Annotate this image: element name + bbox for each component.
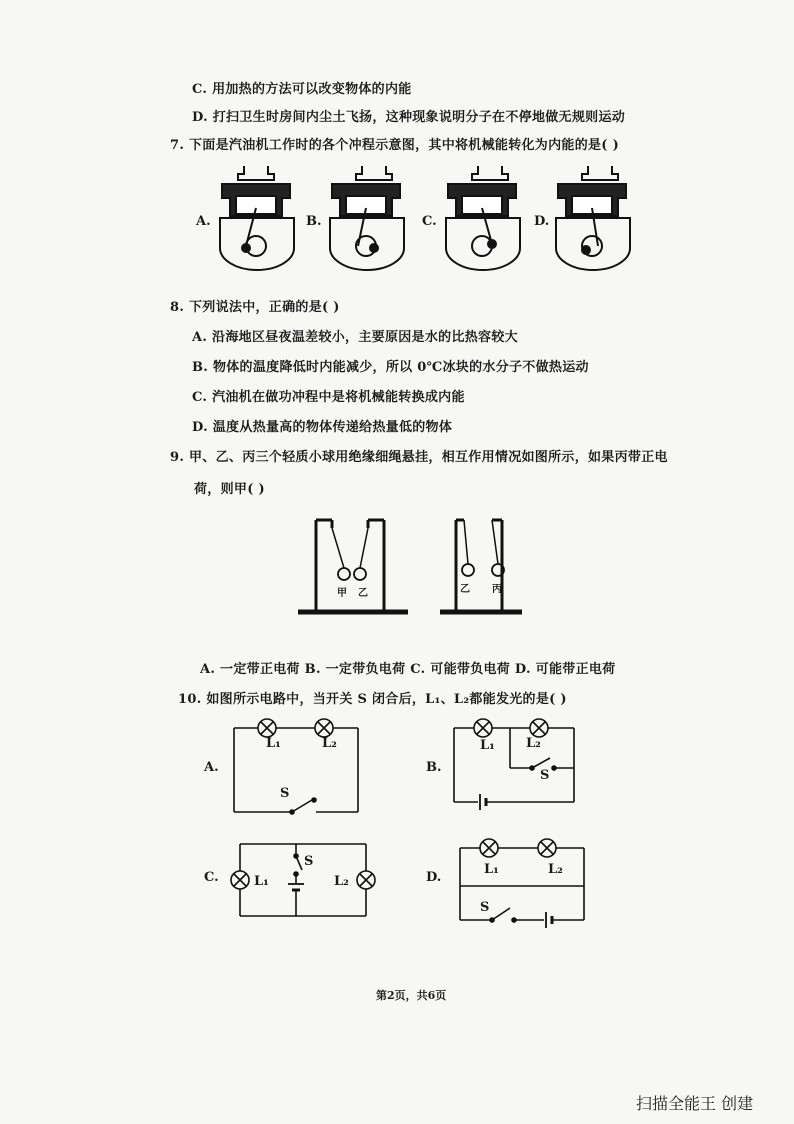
circuit-b-lamp1: L₁ bbox=[480, 738, 495, 753]
circuit-a bbox=[230, 714, 364, 818]
circuit-d-lamp1: L₁ bbox=[484, 862, 499, 877]
q9-stem-line2: 荷，则甲( ) bbox=[194, 482, 265, 497]
circuit-c-lamp2: L₂ bbox=[334, 874, 349, 889]
q10-stem: 10. 如图所示电路中，当开关 S 闭合后，L₁、L₂都能发光的是( ) bbox=[178, 692, 567, 707]
q9-stand-right bbox=[436, 512, 526, 618]
circuit-a-lamp1: L₁ bbox=[266, 736, 281, 751]
circuit-d-label: D. bbox=[426, 870, 442, 885]
ball-label-jia: 甲 bbox=[337, 588, 347, 599]
q6-option-c: C. 用加热的方法可以改变物体的内能 bbox=[192, 82, 412, 97]
scanner-watermark: 扫描全能王 创建 bbox=[636, 1094, 754, 1113]
q8-option-a: A. 沿海地区昼夜温差较小，主要原因是水的比热容较大 bbox=[192, 330, 518, 345]
q8-option-d: D. 温度从热量高的物体传递给热量低的物体 bbox=[192, 420, 453, 435]
q9-stand-left bbox=[298, 512, 410, 618]
circuit-a-label: A. bbox=[204, 760, 219, 775]
q9-options: A. 一定带正电荷 B. 一定带负电荷 C. 可能带负电荷 D. 可能带正电荷 bbox=[200, 662, 616, 677]
circuit-d-lamp2: L₂ bbox=[548, 862, 563, 877]
circuit-d bbox=[456, 836, 590, 926]
circuit-b-switch: S bbox=[540, 768, 550, 783]
circuit-b-lamp2: L₂ bbox=[526, 736, 541, 751]
q8-option-b: B. 物体的温度降低时内能减少，所以 0℃冰块的水分子不做热运动 bbox=[192, 360, 589, 375]
ball-label-yi-right: 乙 bbox=[460, 584, 470, 595]
q7-label-b: B. bbox=[306, 214, 322, 229]
circuit-c-switch: S bbox=[304, 854, 314, 869]
engine-diagram-c bbox=[438, 162, 528, 272]
engine-diagram-d bbox=[548, 162, 638, 272]
engine-diagram-a bbox=[212, 162, 302, 272]
q7-label-c: C. bbox=[422, 214, 437, 229]
q7-label-a: A. bbox=[196, 214, 211, 229]
circuit-a-lamp2: L₂ bbox=[322, 736, 337, 751]
circuit-c-label: C. bbox=[204, 870, 219, 885]
circuit-b bbox=[450, 714, 580, 808]
circuit-a-switch: S bbox=[280, 786, 290, 801]
ball-label-yi-left: 乙 bbox=[358, 588, 368, 599]
q8-stem: 8. 下列说法中，正确的是( ) bbox=[170, 300, 340, 315]
q9-stem-line1: 9. 甲、乙、丙三个轻质小球用绝缘细绳悬挂，相互作用情况如图所示，如果丙带正电 bbox=[170, 450, 668, 465]
circuit-c bbox=[226, 838, 380, 922]
circuit-b-label: B. bbox=[426, 760, 442, 775]
ball-label-bing: 丙 bbox=[492, 584, 502, 595]
engine-diagram-b bbox=[322, 162, 412, 272]
q7-label-d: D. bbox=[534, 214, 550, 229]
q7-stem: 7. 下面是汽油机工作时的各个冲程示意图，其中将机械能转化为内能的是( ) bbox=[170, 138, 620, 153]
q8-option-c: C. 汽油机在做功冲程中是将机械能转换成内能 bbox=[192, 390, 465, 405]
circuit-d-switch: S bbox=[480, 900, 490, 915]
q6-option-d: D. 打扫卫生时房间内尘土飞扬，这种现象说明分子在不停地做无规则运动 bbox=[192, 110, 626, 125]
circuit-c-lamp1: L₁ bbox=[254, 874, 269, 889]
page-footer: 第2页，共6页 bbox=[376, 989, 447, 1002]
